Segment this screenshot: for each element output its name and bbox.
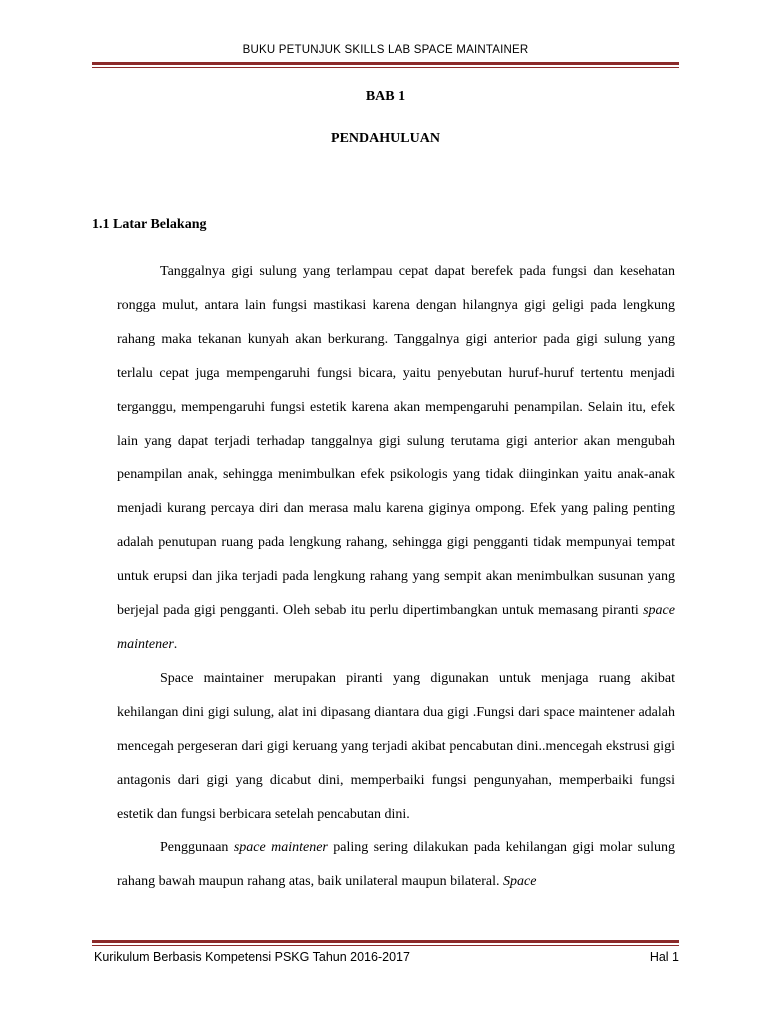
paragraph-3-text: paling sering dilakukan pada kehilangan gigi molar sulung rahang bawah maupun rahang atas, baik unilateral maupun bilateral. bbox=[117, 840, 675, 890]
chapter-title: PENDAHULUAN bbox=[331, 131, 440, 146]
page-number: Hal 1 bbox=[649, 950, 679, 964]
footer-rule-thick bbox=[92, 940, 679, 943]
header-rule-thin bbox=[92, 67, 679, 68]
paragraph-2 bbox=[117, 662, 675, 832]
paragraph-1-italic-term: space maintener bbox=[117, 603, 675, 652]
body-text bbox=[117, 255, 675, 899]
section-heading: 1.1 Latar Belakang bbox=[92, 217, 207, 232]
paragraph-1 bbox=[117, 255, 675, 662]
footer-rule-thin bbox=[92, 945, 679, 946]
paragraph-3-italic-trailing: Space bbox=[503, 874, 537, 890]
paragraph-1-tail: . bbox=[173, 636, 178, 652]
header-rule-thick bbox=[92, 62, 679, 65]
chapter-number: BAB 1 bbox=[365, 89, 406, 104]
paragraph-1-text: Tanggalnya gigi sulung yang terlampau cepat dapat berefek pada fungsi dan kesehatan rongga mulut, antara lain fungsi mastikasi karena dengan hilangnya gigi geligi pada lengkung rahang maka tekanan kunyah akan berkurang. Tanggalnya gigi anterior pada gigi sulung yang terlalu cepat juga mempengaruhi fungsi bicara, yaitu penyebutan huruf-huruf tertentu menjadi terganggu, mempengaruhi fungsi estetik karena akan mempengaruhi penampilan. Selain itu, efek lain yang dapat terjadi terhadap tanggalnya gigi sulung terutama gigi anterior akan mengubah penampilan anak, sehingga menimbulkan efek psikologis yang tidak diinginkan yaitu anak-anak menjadi kurang percaya diri dan merasa malu karena giginya ompong. Efek yang paling penting adalah penutupan ruang pada lengkung rahang, sehingga gigi pengganti tidak mempunyai tempat untuk erupsi dan jika terjadi pada lengkung rahang yang sempit akan menimbulkan susunan yang berjejal pada gigi pengganti. Oleh sebab itu perlu dipertimbangkan untuk memasang piranti bbox=[117, 264, 675, 619]
paragraph-3 bbox=[117, 831, 675, 899]
paragraph-3-italic-term: space maintener bbox=[233, 840, 328, 856]
paragraph-3-lead: Penggunaan bbox=[160, 840, 234, 856]
running-header: BUKU PETUNJUK SKILLS LAB SPACE MAINTAINER bbox=[242, 44, 529, 56]
paragraph-2-text: Space maintainer merupakan piranti yang digunakan untuk menjaga ruang akibat kehilangan dini gigi sulung, alat ini dipasang diantara dua gigi .Fungsi dari space maintener adalah mencegah pergeseran dari gigi keruang yang terjadi akibat pencabutan dini..mencegah ekstrusi gigi antagonis dari gigi yang dicabut dini, memperbaiki fungsi pengunyahan, memperbaiki fungsi estetik dan fungsi berbicara setelah pencabutan dini. bbox=[117, 670, 675, 822]
footer-curriculum: Kurikulum Berbasis Kompetensi PSKG Tahun 2016-2017 bbox=[94, 950, 410, 964]
